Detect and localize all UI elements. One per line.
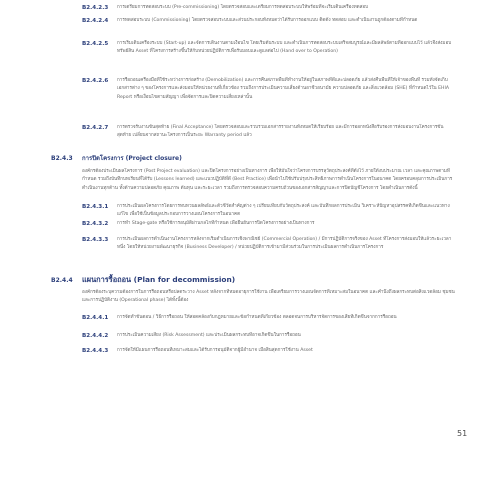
clause-code: B2.4.4.3	[82, 348, 109, 354]
clause-code: B2.4.2.7	[82, 125, 109, 131]
section-code: B2.4.3	[51, 155, 73, 162]
clause-code: B2.4.3.1	[82, 204, 109, 210]
clause-text: การตรวจรับงานขั้นสุดท้าย (Final Acceptance) โดยตรวจสอบและรวบรวมเอกสารรายงานทั้งหมดให้เรียบร้อย และมีการออกหนังสือรับรองการส่งมอบงานโครงการขั้นสุดท้าย เปลี่ยนจากสถานะโครงการเป็นระยะ Warranty period แล้ว	[117, 125, 444, 139]
clause-text: การประเมินผลการดำเนินงานโครงการหลังจากเริ่มดำเนินการเชิงพาณิชย์ (Commercial Operation) / มีการปฏิบัติการจริงของ Asset ที่โครงการส่งมอบให้แล้วระยะเวลาหนึ่ง โดยให้หน่วยงานพัฒนาธุรกิจ (Business Developer) / หน่วยปฏิบัติการเข้ามามีส่วนร่วมในการประเมินผลการดำเนินการโครงการ	[117, 237, 452, 251]
clause-code: B2.4.4.2	[82, 333, 109, 339]
section-intro: องค์กรต้องระบุความต้องการในการรื้อถอนหรือปลดระวาง Asset หลังจากที่หมดอายุการใช้งาน เพื่อเตรียมการวางแผนจัดการที่เหมาะสมในอนาคต และคำนึงถึงผลกระทบต่อสิ่งแวดล้อม ชุมชน และการปฏิบัติงาน (Operational phase) ได้ทั้งนี้ต้อง	[82, 290, 455, 304]
section-title: การปิดโครงการ (Project closure)	[82, 155, 182, 162]
clause-code: B2.4.3.3	[82, 237, 109, 243]
page-number: 51	[457, 429, 468, 438]
clause-text: การจัดทำขั้นตอน / วิธีการรื้อถอน ให้สอดคล้องกับกฎหมายและข้อกำหนดที่เกี่ยวข้อง ตลอดจนการบริหารจัดการของเสียที่เกิดขึ้นจากการรื้อถอน	[117, 315, 397, 320]
clause-code: B2.4.2.4	[82, 18, 109, 24]
section-intro: องค์กรต้องประเมินผลโครงการ (Post Project evaluation) และปิดโครงการอย่างเป็นทางการ เพื่อให้มั่นใจว่าโครงการบรรลุวัตถุประสงค์ที่ตั้งไว้ ภายใต้งบประมาณ เวลา และคุณภาพตามที่กำหนด รวมถึงบันทึกบทเรียนที่ได้รับ (Lessons learned) และแนวปฏิบัติที่ดี (Best Practice) เพื่อนำไปใช้ปรับปรุงประสิทธิภาพการดำเนินโครงการในอนาคต โดยครอบคลุมการประเมินการดำเนินงานทุกด้าน ทั้งด้านความปลอดภัย คุณภาพ ต้นทุน และระยะเวลา รวมถึงการตรวจสอบความครบถ้วนของเอกสารสัญญาและการปิดบัญชีโครงการ โดยดำเนินการดังนี้	[82, 169, 453, 191]
clause-code: B2.4.2.6	[82, 78, 109, 84]
clause-text: การประเมินผลโครงการโดยการทบทวนผลลัพธ์และตัวชี้วัดสำคัญต่าง ๆ เปรียบเทียบกับวัตถุประสงค์ และบันทึกผลการประเมิน วิเคราะห์ปัญหาอุปสรรคที่เกิดขึ้นและแนวทางแก้ไข เพื่อใช้เป็นข้อมูลประกอบการวางแผนโครงการในอนาคต	[117, 204, 450, 218]
clause-text: การทำ Stage-gate หรือใช้การอนุมัติผ่านกลไกที่กำหนด เพื่อยืนยันการปิดโครงการอย่างเป็นทางการ	[117, 221, 315, 226]
clause-code: B2.4.3.2	[82, 221, 109, 227]
clause-text: การเตรียมการทดสอบระบบ (Pre-commissioning) โดยตรวจสอบและเตรียมการทดสอบระบบให้พร้อมที่จะเริ่มเดินเครื่องทดสอบ	[117, 5, 369, 10]
clause-text: การเริ่มเดินเครื่องระบบ (Start-up) และจัดการเดินงานตามเงื่อนไข โดยเริ่มต้นระบบ และดำเนินการทดสอบระบบเสร็จสมบูรณ์และมีผลลัพธ์ตามที่ออกแบบไว้ แล้วจึงส่งมอบทรัพย์สิน Asset ที่โครงการสร้างขึ้นให้กับหน่วยปฏิบัติการเพื่อรับมอบและดูแลต่อไป (Hand over to Operation)	[117, 41, 452, 55]
section-code: B2.4.4	[51, 277, 73, 284]
clause-code: B2.4.2.5	[82, 41, 109, 47]
clause-text: การประเมินความเสี่ยง (Risk Assessment) และประเมินผลกระทบที่อาจเกิดขึ้นในการรื้อถอน	[117, 333, 301, 338]
section-title: แผนการรื้อถอน (Plan for decommission)	[82, 275, 236, 284]
clause-text: การทดสอบระบบ (Commissioning) โดยตรวจสอบระบบและส่วนประกอบทั้งหมดว่าได้รับการออกแบบ ติดตั้ง ทดสอบ และดำเนินงานถูกต้องตามที่กำหนด	[117, 18, 418, 23]
clause-text: การรื้อถอนเครื่องมือที่ใช้ระหว่างการก่อสร้าง (Demobilization) และการคืนสภาพพื้นที่ทำงานให้อยู่ในสภาพที่ดีและปลอดภัย แล้วส่งคืนพื้นที่ให้เจ้าของพื้นที่ รวมทั้งจัดเก็บเอกสารต่าง ๆ ของโครงการและส่งมอบให้หน่วยงานที่เกี่ยวข้อง รวมถึงการประเมินความเสี่ยงด้านอาชีวอนามัย ความปลอดภัย และสิ่งแวดล้อม (SHE) ที่กำหนดไว้ใน EHIA Report หรือเงื่อนไขตามสัญญา เพื่อจัดการและปิดความเสี่ยงเหล่านั้น	[117, 78, 450, 100]
clause-code: B2.4.2.3	[82, 5, 109, 11]
clause-code: B2.4.4.1	[82, 315, 109, 321]
clause-text: การจัดให้มีแผนการรื้อถอนที่เหมาะสมและได้รับการอนุมัติจากผู้มีอำนาจ เมื่อสิ้นสุดการใช้งาน Asset	[117, 348, 313, 353]
